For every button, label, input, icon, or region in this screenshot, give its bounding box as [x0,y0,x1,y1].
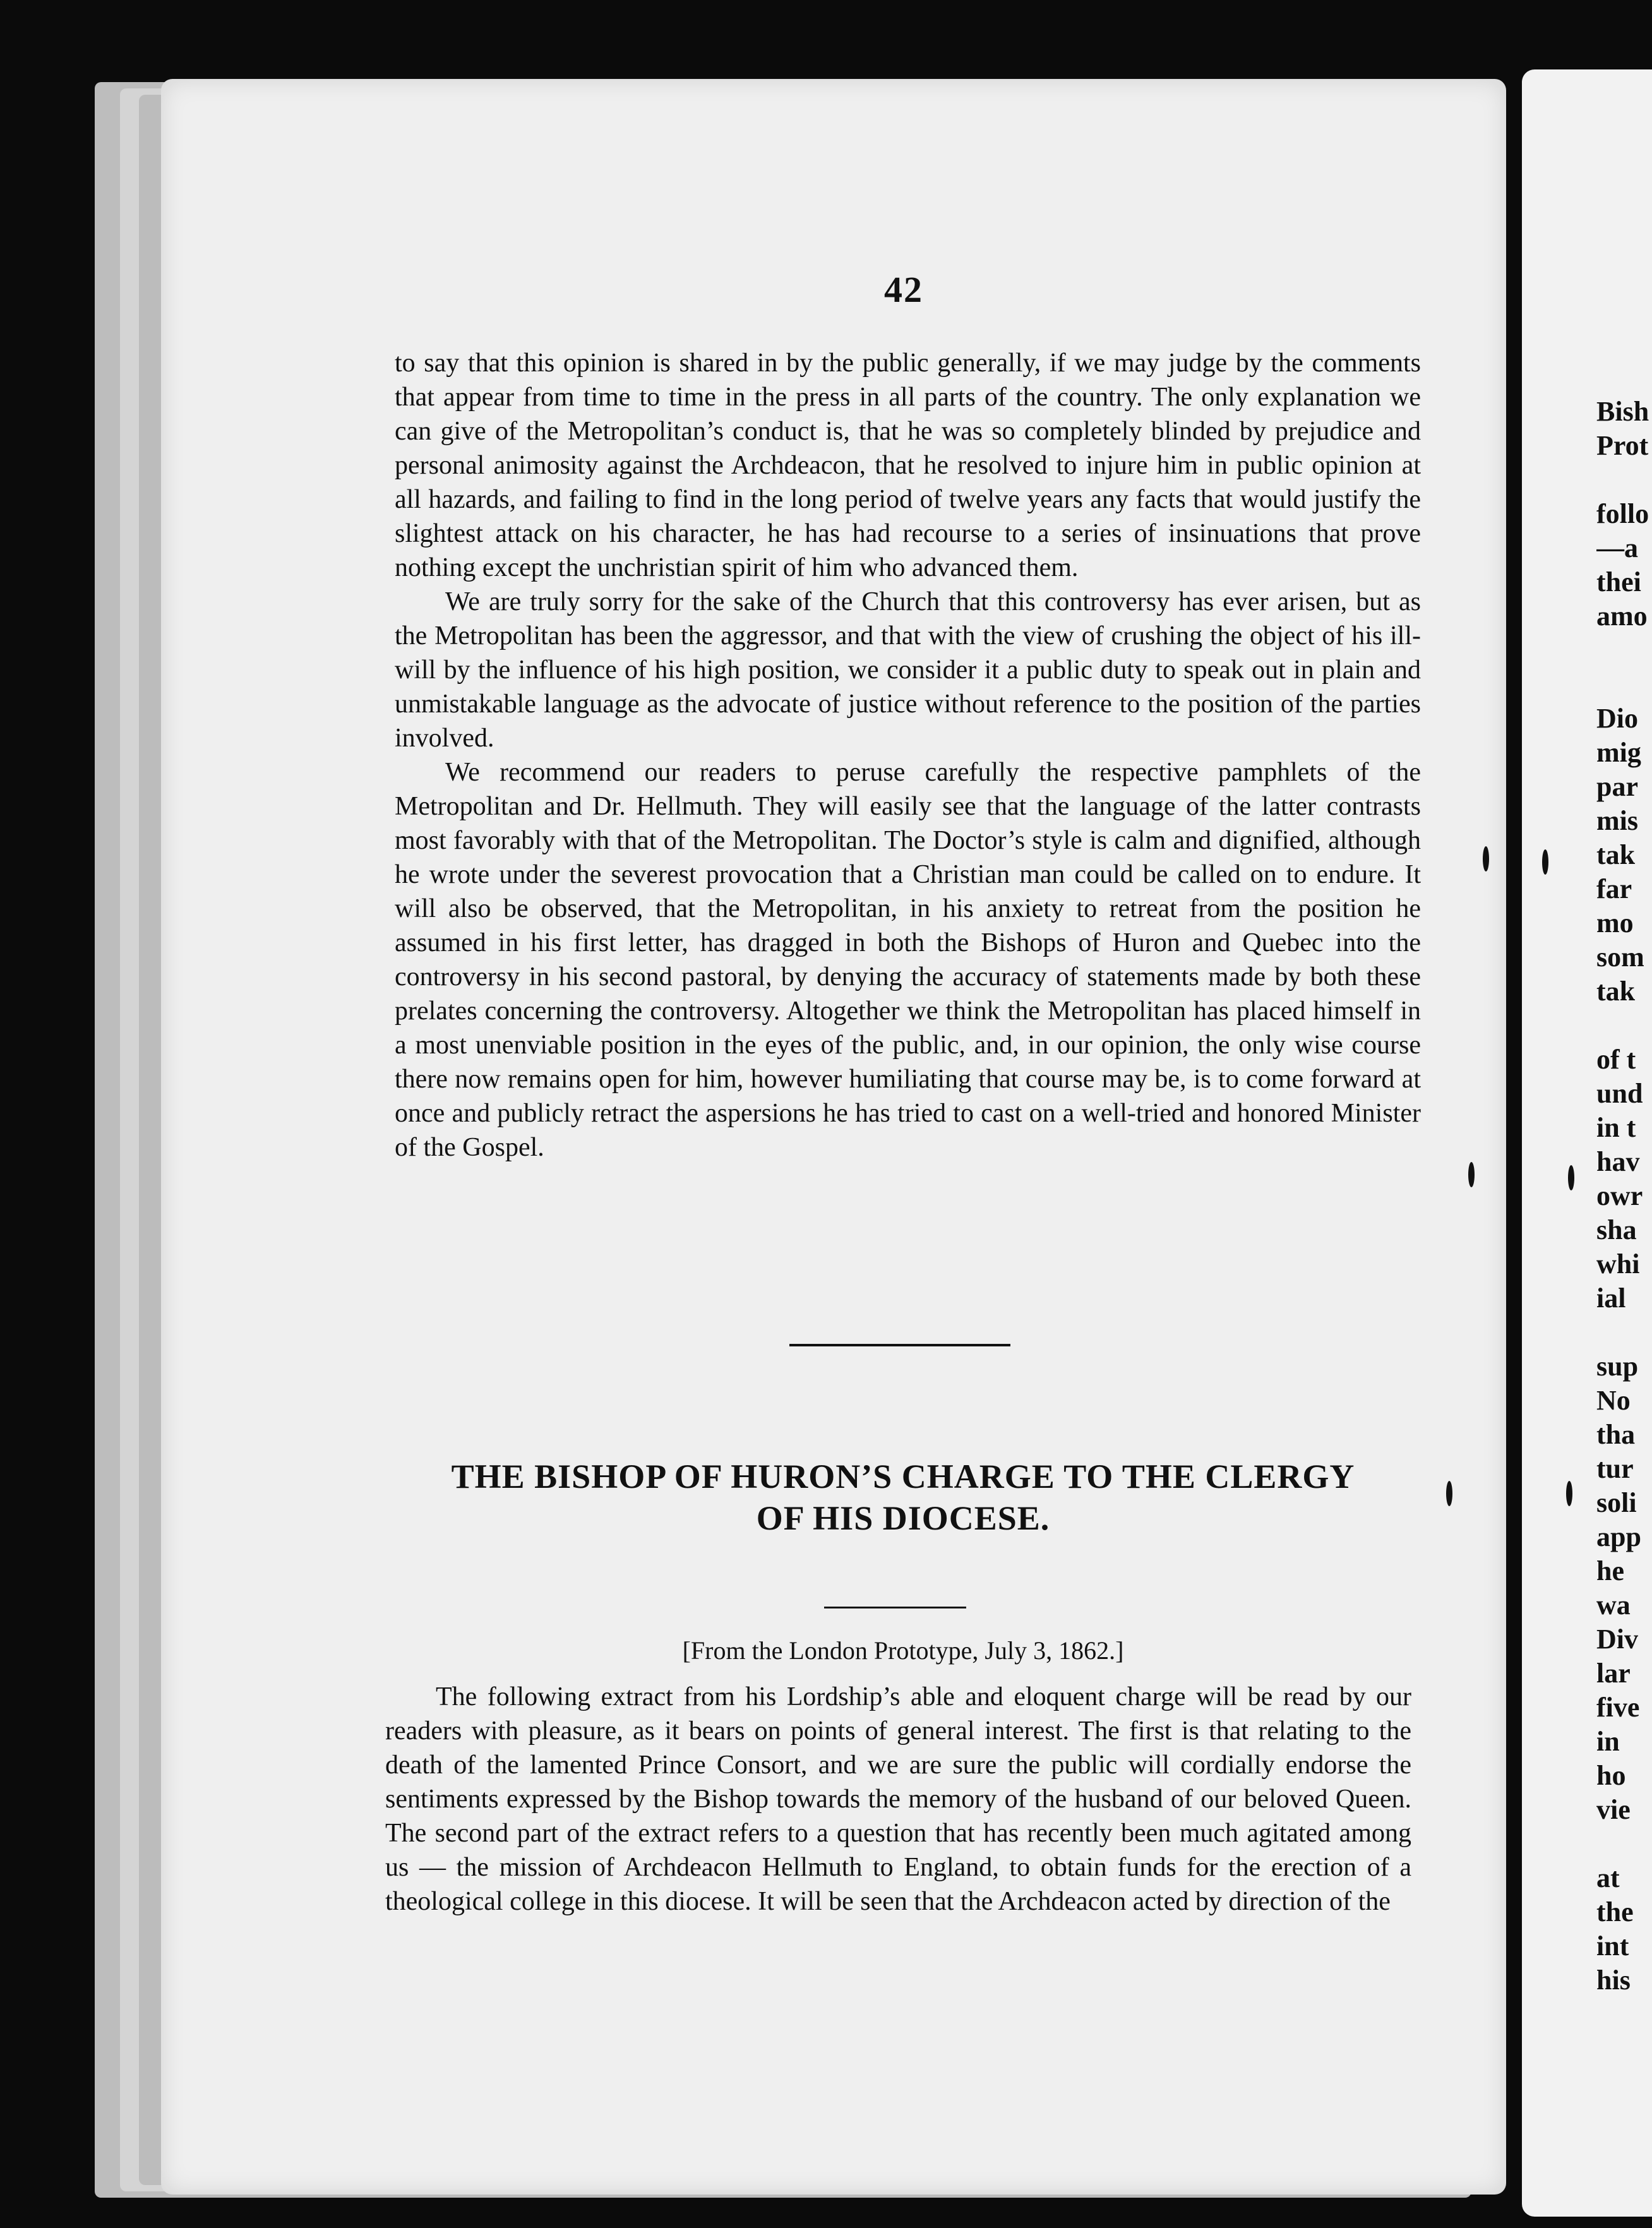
facing-page-line: Prot [1596,430,1649,461]
facing-page-line: in [1596,1726,1620,1757]
facing-page-line: tak [1596,839,1636,870]
facing-page-line: hav [1596,1146,1640,1177]
gutter-mark [1483,846,1489,871]
facing-page-line: sup [1596,1351,1639,1382]
paragraph: We recommend our readers to peruse carefully the respective pamphlets of the Metropolitan and Dr. Hellmuth. They will easily see that the language of the latter contrasts most favorably with that of the Metropolitan. The Doctor’s style is calm and dignified, although he wrote under the severest provocation that a Christian man could be called on to endure. It will also be observed, that the Metropolitan, in his anxiety to retreat from the position he assumed in his first letter, has dragged in both the Bishops of Huron and Quebec into the controversy in his second pastoral, by denying the accuracy of statements made by both these prelates concerning the controversy. Altogether we think the Metropolitan has placed himself in a most unenviable position in the eyes of the public, and, in our opinion, the only wise course there now remains open for him, however humiliating that course may be, is to come forward at once and publicly retract the aspersions he has tried to cast on a well-tried and honored Minister of the Gospel. [395,758,1421,1162]
gutter-mark [1568,1165,1574,1190]
facing-page-line: whi [1596,1249,1640,1279]
heading-line: OF HIS DIOCESE. [756,1499,1050,1537]
source-note: [From the London Prototype, July 3, 1862.] [682,1636,1124,1665]
article-text-top [395,346,1421,1165]
facing-page-text [1596,395,1652,1997]
facing-page-line: far [1596,873,1632,904]
facing-page-line [1596,1315,1652,1350]
heading-underline [824,1607,966,1608]
facing-page-line [1596,463,1652,497]
section-divider [789,1344,1010,1346]
facing-page-line [1596,633,1652,668]
gutter-mark [1446,1481,1452,1506]
facing-page-line: the [1596,1896,1634,1927]
facing-page-line: und [1596,1078,1643,1109]
facing-page-line [1596,668,1652,702]
facing-page-line: at [1596,1862,1620,1893]
facing-page-line: wa [1596,1590,1631,1620]
facing-page-line: his [1596,1965,1631,1996]
facing-page-line: soli [1596,1487,1637,1518]
facing-page-line: mo [1596,907,1634,938]
facing-page-line [1596,1009,1652,1043]
facing-page-line: owr [1596,1180,1643,1211]
facing-page-line: tur [1596,1453,1634,1484]
page-number: 42 [884,269,923,310]
facing-page-line: sha [1596,1214,1637,1245]
facing-page-line: mig [1596,737,1641,768]
facing-page-line: app [1596,1521,1641,1552]
gutter-mark [1542,849,1548,875]
facing-page-line: Bish [1596,396,1649,427]
facing-page-line: tak [1596,976,1636,1007]
facing-page-line: in t [1596,1112,1636,1143]
facing-page-line: five [1596,1692,1640,1723]
facing-page-line: —a [1596,532,1638,563]
facing-page-line: som [1596,942,1644,973]
facing-page-line: int [1596,1931,1629,1961]
facing-page-line: of t [1596,1044,1636,1075]
facing-page-line: thei [1596,566,1641,597]
facing-page-line: ial [1596,1283,1626,1314]
facing-page-line: lar [1596,1658,1631,1689]
paragraph: We are truly sorry for the sake of the Church that this controversy has ever arisen, but as the Metropolitan has been the aggressor, and that with the view of crushing the object of his ill-will by the influence of his high position, we consider it a public duty to speak out in plain and unmistakable language as the advocate of justice without reference to the position of the parties involved. [395,587,1421,753]
heading-line: THE BISHOP OF HURON’S CHARGE TO THE CLERGY [451,1458,1355,1495]
facing-page-line: Div [1596,1624,1638,1655]
paragraph: to say that this opinion is shared in by the public generally, if we may judge by the comments that appear from time to time in the press in all parts of the country. The only explanation we can give of the Metropolitan’s conduct is, that he was so completely blinded by prejudice and personal animosity against the Archdeacon, that he resolved to injure him in public opinion at all hazards, and failing to find in the long period of twelve years any facts that would justify the slightest attack on his character, he has had recourse to a series of insinuations that prove nothing except the unchristian spirit of him who advanced them. [395,349,1421,582]
facing-page-line: No [1596,1385,1631,1416]
facing-page-line: mis [1596,805,1638,836]
gutter-mark [1566,1481,1572,1506]
facing-page-line [1596,1827,1652,1861]
facing-page-line: Dio [1596,703,1638,734]
facing-page-line: he [1596,1555,1624,1586]
facing-page-line: amo [1596,601,1648,632]
section-heading [385,1456,1421,1539]
facing-page-line: tha [1596,1419,1636,1450]
facing-page-line: follo [1596,498,1649,529]
facing-page-line: par [1596,771,1638,802]
facing-page-line: vie [1596,1794,1631,1825]
article-text-bottom [385,1680,1411,1919]
paragraph: The following extract from his Lordship’s able and eloquent charge will be read by our readers with pleasure, as it bears on points of general interest. The first is that relating to the death of the lamented Prince Consort, and we are sure the public will cordially endorse the sentiments expressed by the Bishop towards the memory of the husband of our beloved Queen. The second part of the extract refers to a question that has recently been much agitated among us — the mission of Archdeacon Hellmuth to England, to obtain funds for the erection of a theological college in this diocese. It will be seen that the Archdeacon acted by direction of the [385,1682,1411,1916]
facing-page-line: ho [1596,1760,1626,1791]
gutter-mark [1468,1162,1475,1187]
